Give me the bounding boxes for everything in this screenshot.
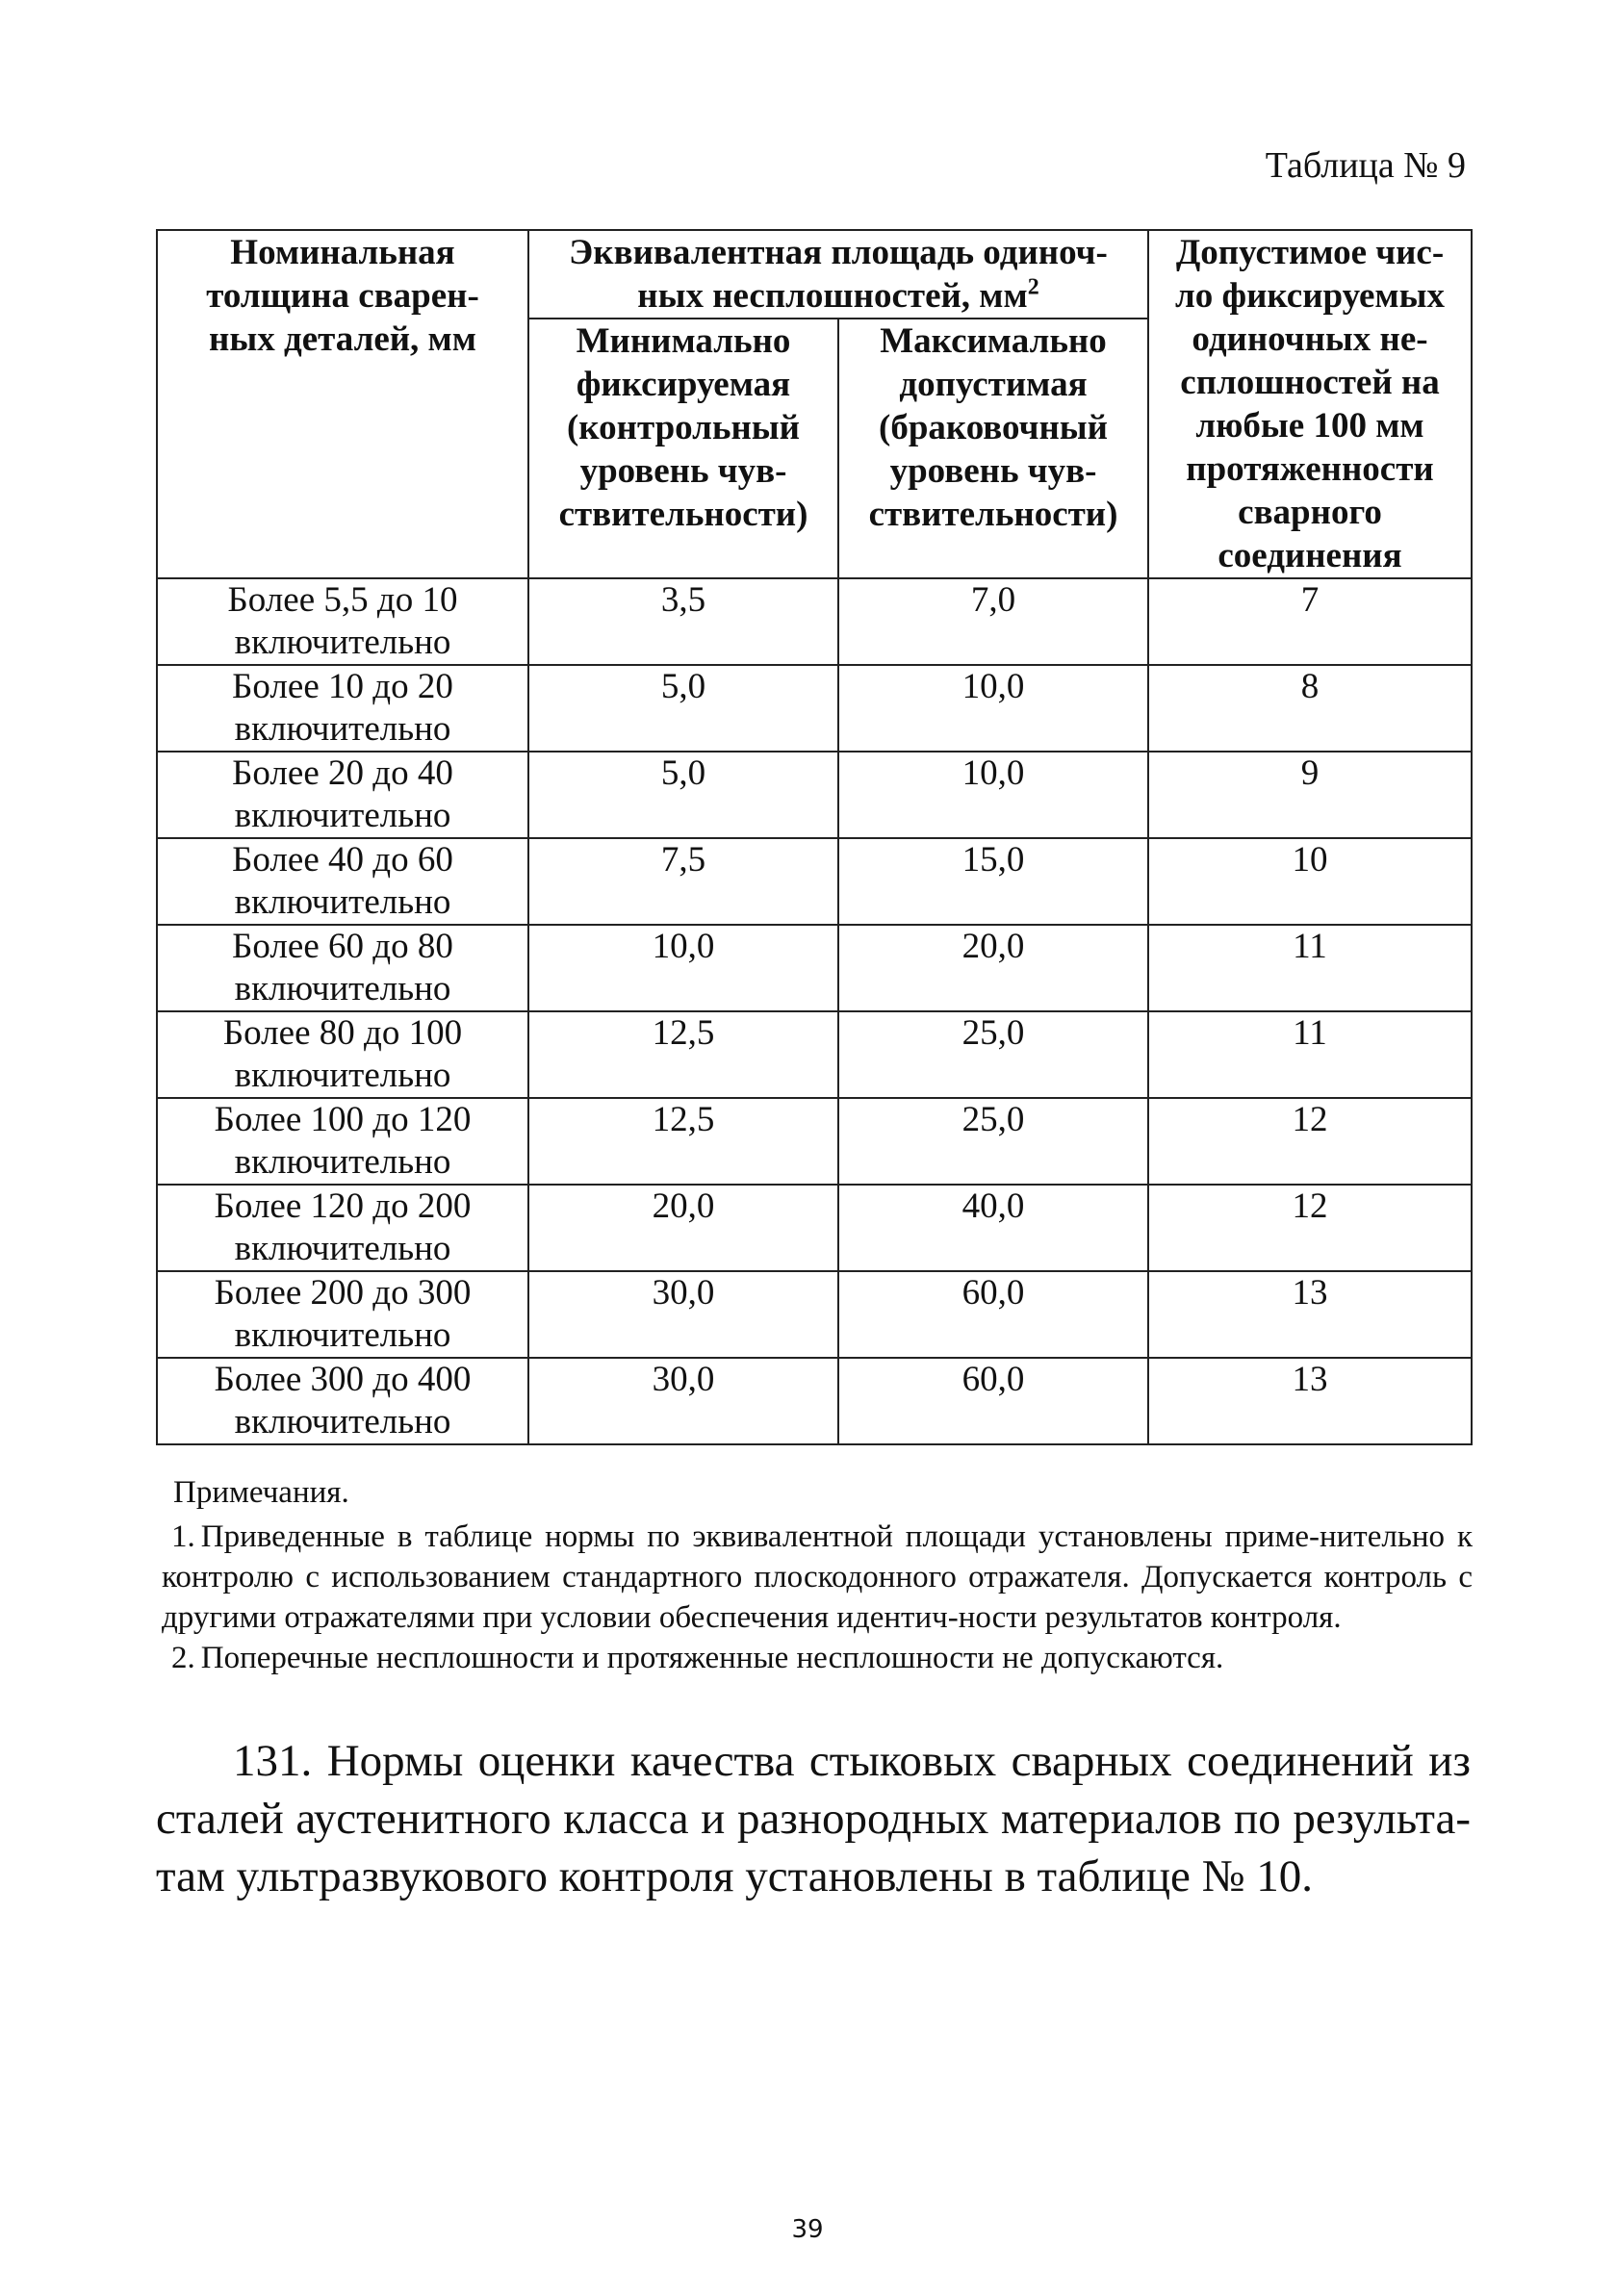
cell-min: 5,0 [528, 665, 838, 752]
cell-thickness: Более 40 до 60 включительно [157, 838, 528, 925]
cell-count: 9 [1148, 752, 1472, 838]
notes-title: Примечания. [173, 1475, 349, 1510]
cell-count: 11 [1148, 925, 1472, 1011]
cell-count: 10 [1148, 838, 1472, 925]
header-allowed-count [1148, 230, 1472, 578]
table-row [157, 578, 1472, 665]
header-max-text: Максимально допустимая (браковочный уровень чув-ствительности) [868, 321, 1118, 534]
cell-min: 30,0 [528, 1358, 838, 1444]
cell-thickness: Более 200 до 300 включительно [157, 1271, 528, 1358]
cell-thickness: Более 300 до 400 включительно [157, 1358, 528, 1444]
note-text: Приведенные в таблице нормы по эквивалентной площади установлены приме-нительно к контролю с использованием стандартного плоскодонного отражателя. Допускается контроль с другими отражателями при условии обеспечения идентич-ности результатов контроля. [162, 1519, 1473, 1635]
cell-max: 7,0 [838, 578, 1148, 665]
header-thickness [157, 230, 528, 578]
table-header-row [157, 230, 1472, 319]
cell-min: 10,0 [528, 925, 838, 1011]
table-row [157, 665, 1472, 752]
note-number: 1. [171, 1519, 195, 1554]
note-item [162, 1517, 1473, 1638]
cell-min: 12,5 [528, 1011, 838, 1098]
header-area-text: Эквивалентная площадь одиноч-ных несплошностей, мм [569, 233, 1108, 316]
cell-count: 12 [1148, 1098, 1472, 1185]
note-number: 2. [171, 1641, 195, 1675]
cell-min: 5,0 [528, 752, 838, 838]
cell-thickness: Более 60 до 80 включительно [157, 925, 528, 1011]
header-max-allowed [838, 319, 1148, 578]
cell-max: 60,0 [838, 1358, 1148, 1444]
table-body [157, 578, 1472, 1444]
table-row [157, 1098, 1472, 1185]
note-text: Поперечные несплошности и протяженные несплошности не допускаются. [200, 1641, 1224, 1675]
table-row [157, 752, 1472, 838]
cell-thickness: Более 10 до 20 включительно [157, 665, 528, 752]
header-equivalent-area [528, 230, 1148, 319]
cell-thickness: Более 20 до 40 включительно [157, 752, 528, 838]
cell-thickness: Более 120 до 200 включительно [157, 1185, 528, 1271]
cell-max: 10,0 [838, 665, 1148, 752]
header-count-text: Допустимое чис-ло фиксируемых одиночных не-сплошностей на любые 100 мм протяженности сварного соединения [1174, 233, 1446, 575]
cell-min: 7,5 [528, 838, 838, 925]
table-row [157, 838, 1472, 925]
cell-count: 13 [1148, 1271, 1472, 1358]
cell-max: 10,0 [838, 752, 1148, 838]
cell-count: 11 [1148, 1011, 1472, 1098]
cell-thickness: Более 5,5 до 10 включительно [157, 578, 528, 665]
cell-max: 20,0 [838, 925, 1148, 1011]
cell-max: 25,0 [838, 1098, 1148, 1185]
cell-count: 13 [1148, 1358, 1472, 1444]
cell-count: 12 [1148, 1185, 1472, 1271]
cell-min: 3,5 [528, 578, 838, 665]
header-min-text: Минимально фиксируемая (контрольный уровень чув-ствительности) [558, 321, 808, 534]
notes-section [162, 1472, 1473, 1678]
header-thickness-text: Номинальная толщина сварен-ных деталей, мм [206, 233, 479, 359]
cell-thickness: Более 80 до 100 включительно [157, 1011, 528, 1098]
norms-table [156, 229, 1473, 1445]
table-row [157, 1185, 1472, 1271]
page-number: 39 [791, 2215, 824, 2244]
cell-max: 40,0 [838, 1185, 1148, 1271]
cell-min: 12,5 [528, 1098, 838, 1185]
cell-thickness: Более 100 до 120 включительно [157, 1098, 528, 1185]
cell-min: 20,0 [528, 1185, 838, 1271]
cell-min: 30,0 [528, 1271, 838, 1358]
header-area-sup: 2 [1027, 274, 1039, 300]
header-min-fixed [528, 319, 838, 578]
paragraph-131: 131. Нормы оценки качества стыковых сварных соединений из сталей аустенитного класса и разнородных материалов по результа-там ультразвукового контроля установлены в таблице № 10. [156, 1736, 1471, 1901]
cell-count: 7 [1148, 578, 1472, 665]
cell-max: 15,0 [838, 838, 1148, 925]
note-item [162, 1638, 1473, 1678]
cell-max: 25,0 [838, 1011, 1148, 1098]
header-area-wrap [529, 231, 1147, 318]
cell-max: 60,0 [838, 1271, 1148, 1358]
table-caption: Таблица № 9 [1265, 145, 1466, 186]
table-row [157, 925, 1472, 1011]
table-row [157, 1358, 1472, 1444]
table-row [157, 1271, 1472, 1358]
cell-count: 8 [1148, 665, 1472, 752]
table-row [157, 1011, 1472, 1098]
